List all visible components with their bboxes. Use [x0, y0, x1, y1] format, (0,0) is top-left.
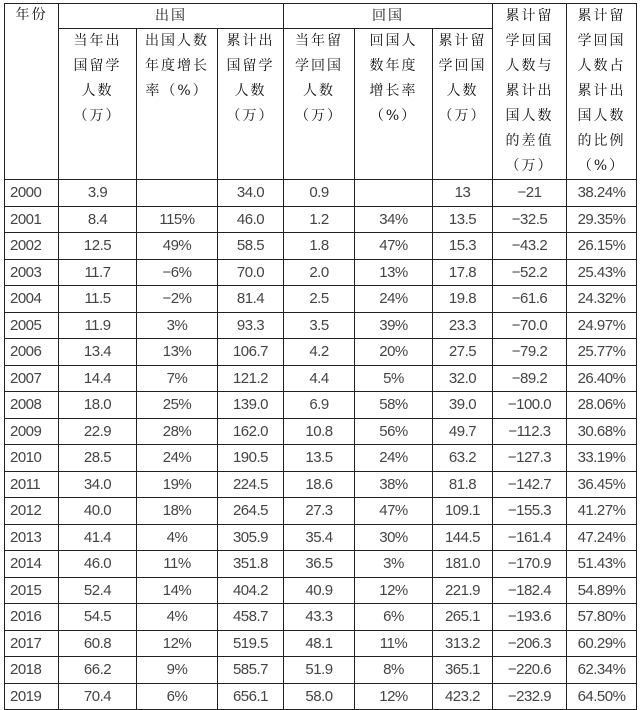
ratio-cell: 57.80%	[567, 604, 637, 631]
year-cell: 2018	[5, 657, 59, 684]
outbound-growth-cell: 18%	[137, 498, 218, 525]
year-cell: 2009	[5, 418, 59, 445]
outbound-annual-cell: 11.5	[59, 286, 137, 313]
table-body	[5, 180, 637, 710]
ratio-cell: 64.50%	[567, 683, 637, 710]
outbound-growth-cell: −6%	[137, 259, 218, 286]
ratio-cell: 30.68%	[567, 418, 637, 445]
return-cumulative-cell: 39.0	[433, 392, 493, 419]
table-row	[5, 657, 637, 684]
difference-cell: −52.2	[493, 259, 567, 286]
outbound-growth-cell: 4%	[137, 524, 218, 551]
year-cell: 2006	[5, 339, 59, 366]
return-annual-header	[284, 28, 355, 179]
year-header: 年份	[5, 4, 59, 180]
table-row	[5, 445, 637, 472]
return-annual-cell: 0.9	[284, 180, 355, 207]
return-annual-cell: 4.2	[284, 339, 355, 366]
outbound-growth-cell: 115%	[137, 206, 218, 233]
study-abroad-table	[4, 3, 637, 710]
header-line: 人数	[446, 82, 479, 99]
header-line: 累计出	[505, 83, 554, 99]
return-cumulative-cell: 423.2	[433, 683, 493, 710]
difference-cell: −21	[493, 180, 567, 207]
outbound-growth-cell: 49%	[137, 233, 218, 260]
outbound-cumulative-cell: 585.7	[218, 657, 284, 684]
difference-cell: −170.9	[493, 551, 567, 578]
outbound-annual-cell: 70.4	[59, 683, 137, 710]
difference-cell: −79.2	[493, 339, 567, 366]
outbound-group-header: 出国	[59, 4, 284, 29]
difference-cell: −155.3	[493, 498, 567, 525]
return-annual-cell: 13.5	[284, 445, 355, 472]
header-line: 国人数	[577, 108, 626, 124]
ratio-cell: 26.40%	[567, 365, 637, 392]
ratio-cell: 41.27%	[567, 498, 637, 525]
year-cell: 2019	[5, 683, 59, 710]
year-cell: 2014	[5, 551, 59, 578]
outbound-cumulative-cell: 106.7	[218, 339, 284, 366]
return-cumulative-cell: 13	[433, 180, 493, 207]
difference-cell: −89.2	[493, 365, 567, 392]
header-line: 当年出	[73, 32, 122, 49]
return-annual-cell: 3.5	[284, 312, 355, 339]
table-row	[5, 498, 637, 525]
return-annual-cell: 2.5	[284, 286, 355, 313]
header-line: 当年留	[295, 32, 343, 49]
return-cumulative-cell: 27.5	[433, 339, 493, 366]
difference-cell: −32.5	[493, 206, 567, 233]
year-cell: 2012	[5, 498, 59, 525]
difference-cell: −43.2	[493, 233, 567, 260]
header-line: （万）	[438, 107, 487, 124]
ratio-cell: 47.24%	[567, 524, 637, 551]
outbound-growth-cell: 7%	[137, 365, 218, 392]
return-cumulative-cell: 32.0	[433, 365, 493, 392]
difference-header	[493, 4, 567, 180]
year-cell: 2008	[5, 392, 59, 419]
return-growth-header	[355, 28, 433, 179]
outbound-cumulative-cell: 224.5	[218, 471, 284, 498]
header-line: 出国人数	[145, 32, 209, 49]
ratio-cell: 36.45%	[567, 471, 637, 498]
difference-cell: −193.6	[493, 604, 567, 631]
outbound-growth-cell: 24%	[137, 445, 218, 472]
ratio-cell: 60.29%	[567, 630, 637, 657]
table-row	[5, 577, 637, 604]
outbound-cumulative-cell: 58.5	[218, 233, 284, 260]
table-row	[5, 683, 637, 710]
return-annual-cell: 1.2	[284, 206, 355, 233]
ratio-cell: 24.32%	[567, 286, 637, 313]
table-row	[5, 365, 637, 392]
difference-cell: −61.6	[493, 286, 567, 313]
return-annual-cell: 27.3	[284, 498, 355, 525]
outbound-cumulative-cell: 162.0	[218, 418, 284, 445]
outbound-annual-cell: 41.4	[59, 524, 137, 551]
table-row	[5, 259, 637, 286]
outbound-annual-cell: 60.8	[59, 630, 137, 657]
header-line: （万）	[505, 158, 554, 174]
table-row	[5, 551, 637, 578]
return-annual-cell: 40.9	[284, 577, 355, 604]
table-row	[5, 286, 637, 313]
return-annual-cell: 2.0	[284, 259, 355, 286]
outbound-growth-header	[137, 28, 218, 179]
table-row	[5, 206, 637, 233]
header-line: 数年度	[369, 57, 418, 74]
header-line: 人数	[234, 82, 267, 99]
return-group-header: 回国	[284, 4, 493, 29]
return-cumulative-header	[433, 28, 493, 179]
outbound-annual-cell: 52.4	[59, 577, 137, 604]
outbound-growth-cell	[137, 180, 218, 207]
outbound-annual-header	[59, 28, 137, 179]
header-line: 人数	[303, 82, 335, 99]
year-cell: 2001	[5, 206, 59, 233]
header-line: 学回国	[295, 57, 343, 74]
header-line: 累计留	[438, 32, 487, 49]
ratio-cell: 24.97%	[567, 312, 637, 339]
outbound-growth-cell: 28%	[137, 418, 218, 445]
return-growth-cell: 8%	[355, 657, 433, 684]
outbound-annual-cell: 22.9	[59, 418, 137, 445]
outbound-growth-cell: −2%	[137, 286, 218, 313]
header-line: 国留学	[73, 57, 122, 74]
header-line: 人数	[81, 82, 114, 99]
difference-cell: −206.3	[493, 630, 567, 657]
outbound-cumulative-header	[218, 28, 284, 179]
year-cell: 2005	[5, 312, 59, 339]
return-growth-cell: 34%	[355, 206, 433, 233]
table-row	[5, 418, 637, 445]
outbound-annual-cell: 11.9	[59, 312, 137, 339]
year-cell: 2007	[5, 365, 59, 392]
return-cumulative-cell: 17.8	[433, 259, 493, 286]
header-line: 人数与	[505, 58, 554, 74]
header-line: 国人数	[505, 108, 554, 124]
table-row	[5, 339, 637, 366]
header-line: 人数占	[577, 58, 626, 74]
outbound-annual-cell: 34.0	[59, 471, 137, 498]
ratio-header	[567, 4, 637, 180]
outbound-annual-cell: 66.2	[59, 657, 137, 684]
outbound-annual-cell: 11.7	[59, 259, 137, 286]
outbound-cumulative-cell: 34.0	[218, 180, 284, 207]
outbound-growth-cell: 11%	[137, 551, 218, 578]
return-growth-cell: 6%	[355, 604, 433, 631]
header-line: 学回国	[577, 33, 626, 49]
outbound-cumulative-cell: 656.1	[218, 683, 284, 710]
difference-cell: −100.0	[493, 392, 567, 419]
outbound-growth-cell: 9%	[137, 657, 218, 684]
outbound-cumulative-cell: 458.7	[218, 604, 284, 631]
return-growth-cell: 24%	[355, 445, 433, 472]
outbound-cumulative-cell: 70.0	[218, 259, 284, 286]
ratio-cell: 25.43%	[567, 259, 637, 286]
difference-cell: −142.7	[493, 471, 567, 498]
header-line: 的比例	[577, 133, 626, 149]
return-cumulative-cell: 15.3	[433, 233, 493, 260]
outbound-growth-cell: 19%	[137, 471, 218, 498]
return-cumulative-cell: 13.5	[433, 206, 493, 233]
return-cumulative-cell: 365.1	[433, 657, 493, 684]
header-line: 累计出	[577, 83, 626, 99]
return-annual-cell: 43.3	[284, 604, 355, 631]
return-growth-cell: 12%	[355, 577, 433, 604]
difference-cell: −127.3	[493, 445, 567, 472]
difference-cell: −70.0	[493, 312, 567, 339]
header-line: 的差值	[505, 133, 554, 149]
return-growth-cell: 13%	[355, 259, 433, 286]
outbound-cumulative-cell: 190.5	[218, 445, 284, 472]
outbound-cumulative-cell: 305.9	[218, 524, 284, 551]
outbound-annual-cell: 14.4	[59, 365, 137, 392]
outbound-cumulative-cell: 121.2	[218, 365, 284, 392]
return-growth-cell: 20%	[355, 339, 433, 366]
outbound-annual-cell: 40.0	[59, 498, 137, 525]
outbound-cumulative-cell: 264.5	[218, 498, 284, 525]
return-cumulative-cell: 221.9	[433, 577, 493, 604]
header-line: 回国人	[369, 32, 418, 49]
return-growth-cell: 5%	[355, 365, 433, 392]
ratio-cell: 62.34%	[567, 657, 637, 684]
outbound-cumulative-cell: 81.4	[218, 286, 284, 313]
return-cumulative-cell: 181.0	[433, 551, 493, 578]
group-header-row	[5, 4, 637, 29]
year-cell: 2010	[5, 445, 59, 472]
table-row	[5, 392, 637, 419]
ratio-cell: 28.06%	[567, 392, 637, 419]
year-cell: 2015	[5, 577, 59, 604]
ratio-cell: 29.35%	[567, 206, 637, 233]
table-row	[5, 604, 637, 631]
header-line: 国留学	[226, 57, 275, 74]
header-line: （%）	[369, 107, 418, 124]
return-growth-cell: 12%	[355, 683, 433, 710]
return-cumulative-cell: 49.7	[433, 418, 493, 445]
ratio-cell: 38.24%	[567, 180, 637, 207]
difference-cell: −182.4	[493, 577, 567, 604]
year-cell: 2002	[5, 233, 59, 260]
header-line: 年度增长	[145, 57, 209, 74]
return-growth-cell: 56%	[355, 418, 433, 445]
return-annual-cell: 1.8	[284, 233, 355, 260]
table-row	[5, 312, 637, 339]
outbound-annual-cell: 28.5	[59, 445, 137, 472]
outbound-annual-cell: 54.5	[59, 604, 137, 631]
return-annual-cell: 10.8	[284, 418, 355, 445]
table-row	[5, 180, 637, 207]
return-annual-cell: 4.4	[284, 365, 355, 392]
table-row	[5, 233, 637, 260]
outbound-growth-cell: 4%	[137, 604, 218, 631]
outbound-cumulative-cell: 519.5	[218, 630, 284, 657]
outbound-cumulative-cell: 351.8	[218, 551, 284, 578]
return-annual-cell: 6.9	[284, 392, 355, 419]
return-growth-cell: 24%	[355, 286, 433, 313]
difference-cell: −220.6	[493, 657, 567, 684]
return-cumulative-cell: 19.8	[433, 286, 493, 313]
ratio-cell: 26.15%	[567, 233, 637, 260]
outbound-growth-cell: 6%	[137, 683, 218, 710]
year-cell: 2016	[5, 604, 59, 631]
return-annual-cell: 18.6	[284, 471, 355, 498]
header-line: 增长率	[369, 82, 418, 99]
return-growth-cell: 47%	[355, 233, 433, 260]
year-cell: 2011	[5, 471, 59, 498]
outbound-cumulative-cell: 93.3	[218, 312, 284, 339]
outbound-annual-cell: 8.4	[59, 206, 137, 233]
year-cell: 2013	[5, 524, 59, 551]
outbound-annual-cell: 46.0	[59, 551, 137, 578]
return-annual-cell: 51.9	[284, 657, 355, 684]
outbound-annual-cell: 3.9	[59, 180, 137, 207]
outbound-annual-cell: 18.0	[59, 392, 137, 419]
ratio-cell: 54.89%	[567, 577, 637, 604]
return-growth-cell: 38%	[355, 471, 433, 498]
return-growth-cell: 47%	[355, 498, 433, 525]
return-growth-cell: 3%	[355, 551, 433, 578]
ratio-cell: 51.43%	[567, 551, 637, 578]
table-row	[5, 630, 637, 657]
header-line: 学回国	[438, 57, 487, 74]
ratio-cell: 33.19%	[567, 445, 637, 472]
return-annual-cell: 48.1	[284, 630, 355, 657]
outbound-growth-cell: 12%	[137, 630, 218, 657]
outbound-annual-cell: 12.5	[59, 233, 137, 260]
header-line: 累计留	[577, 8, 626, 24]
return-annual-cell: 35.4	[284, 524, 355, 551]
return-cumulative-cell: 109.1	[433, 498, 493, 525]
outbound-cumulative-cell: 46.0	[218, 206, 284, 233]
outbound-growth-cell: 14%	[137, 577, 218, 604]
return-cumulative-cell: 63.2	[433, 445, 493, 472]
return-growth-cell: 11%	[355, 630, 433, 657]
outbound-annual-cell: 13.4	[59, 339, 137, 366]
return-growth-cell: 30%	[355, 524, 433, 551]
header-line: 学回国	[505, 33, 554, 49]
return-cumulative-cell: 81.8	[433, 471, 493, 498]
header-line: 率（%）	[145, 82, 209, 99]
difference-cell: −232.9	[493, 683, 567, 710]
year-cell: 2004	[5, 286, 59, 313]
return-cumulative-cell: 265.1	[433, 604, 493, 631]
year-cell: 2003	[5, 259, 59, 286]
outbound-growth-cell: 25%	[137, 392, 218, 419]
header-line: （万）	[73, 107, 122, 124]
header-line: （万）	[226, 107, 275, 124]
return-growth-cell: 58%	[355, 392, 433, 419]
outbound-cumulative-cell: 139.0	[218, 392, 284, 419]
return-annual-cell: 58.0	[284, 683, 355, 710]
table-row	[5, 524, 637, 551]
header-line: 累计留	[505, 8, 554, 24]
header-line: （万）	[295, 107, 343, 124]
difference-cell: −112.3	[493, 418, 567, 445]
return-growth-cell	[355, 180, 433, 207]
difference-cell: −161.4	[493, 524, 567, 551]
table-row	[5, 471, 637, 498]
return-cumulative-cell: 23.3	[433, 312, 493, 339]
header-line: （%）	[577, 158, 626, 174]
year-cell: 2017	[5, 630, 59, 657]
return-annual-cell: 36.5	[284, 551, 355, 578]
return-cumulative-cell: 144.5	[433, 524, 493, 551]
header-line: 累计出	[226, 32, 275, 49]
return-cumulative-cell: 313.2	[433, 630, 493, 657]
outbound-growth-cell: 3%	[137, 312, 218, 339]
outbound-growth-cell: 13%	[137, 339, 218, 366]
return-growth-cell: 39%	[355, 312, 433, 339]
year-cell: 2000	[5, 180, 59, 207]
outbound-cumulative-cell: 404.2	[218, 577, 284, 604]
ratio-cell: 25.77%	[567, 339, 637, 366]
